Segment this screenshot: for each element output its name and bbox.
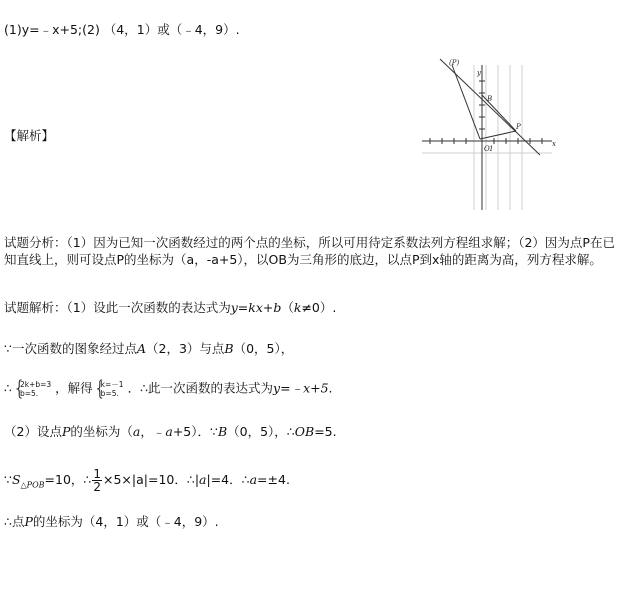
- fraction-numerator: 1: [93, 467, 101, 481]
- equation-system-2: [97, 380, 124, 398]
- text-run: 的坐标为（: [70, 424, 133, 439]
- equation: { 2k+b=3: [19, 380, 52, 389]
- label-p-top: (P): [449, 59, 460, 67]
- math-var: A: [136, 341, 146, 356]
- math-var: B: [217, 424, 228, 439]
- text-run: |=4．∴: [206, 472, 250, 487]
- math-var: k: [293, 300, 302, 315]
- solution-line-4: [4, 424, 337, 440]
- equation-system-1: [16, 380, 51, 398]
- math-var: a: [249, 472, 258, 487]
- text-run: 试题解析：（1）设此一次函数的表达式为: [4, 300, 231, 315]
- text-run: .: [328, 380, 333, 396]
- math-var: a: [199, 472, 207, 487]
- text-run: （: [281, 300, 294, 315]
- text-run: ．∴此一次函数的表达式为: [127, 380, 274, 396]
- equation: b=5.: [19, 389, 39, 398]
- math-expr: y=﹣x+5: [273, 380, 329, 396]
- text-run: ×5×: [103, 472, 132, 487]
- label-origin: O: [484, 145, 490, 153]
- answer-text: (1)y=﹣x+5;(2) （4，1）或（﹣4，9）.: [4, 22, 240, 37]
- text-run: （0，5），: [233, 341, 294, 356]
- label-y-axis: y: [477, 69, 481, 77]
- math-var: P: [24, 514, 33, 529]
- solution-line-3: [4, 380, 333, 398]
- text-run: ，﹣: [140, 424, 166, 439]
- label-p: P: [516, 123, 521, 131]
- math-expr: y=kx+b: [230, 300, 282, 315]
- text-run: ≠0）.: [301, 300, 337, 315]
- segment-p-top-origin: [452, 65, 480, 139]
- text-run: =5.: [314, 424, 337, 439]
- equation: b=5.: [100, 389, 119, 398]
- text-run: ∴点: [4, 514, 25, 529]
- text-run: （0，5），∴: [227, 424, 295, 439]
- analysis-paragraph: [4, 234, 624, 268]
- text-run: 的坐标为（4，1）或（﹣4，9）.: [32, 514, 219, 529]
- text-run: +5）．∵: [172, 424, 218, 439]
- answer-line: [4, 22, 240, 38]
- math-var: OB: [294, 424, 315, 439]
- fraction-one-half: [92, 468, 102, 493]
- text-run: =10．∴|: [148, 472, 200, 487]
- math-var: a: [165, 424, 173, 439]
- coordinate-graph: [418, 55, 558, 215]
- math-var: B: [224, 341, 234, 356]
- text-run: =±4.: [257, 472, 290, 487]
- text-run: =10，∴: [44, 472, 92, 487]
- label-one: 1: [489, 145, 494, 153]
- analysis-text: 试题分析：（1）因为已知一次函数经过的两个点的坐标，所以可用待定系数法列方程组求解；（2）因为点P在已知直线上，则可设点P的坐标为（a，-a+5），以OB为三角形的底边，以点P到x轴的距离为高，列方程求解。: [4, 235, 615, 267]
- text-run: ∵: [4, 472, 12, 487]
- text-run: （2）设点: [4, 424, 62, 439]
- text-run: ∵一次函数的图象经过点: [4, 341, 137, 356]
- label-x-axis: x: [552, 140, 556, 148]
- equation: { k=－1: [100, 380, 124, 389]
- fraction-denominator: 2: [93, 480, 101, 494]
- solution-line-1: [4, 300, 336, 316]
- math-subscript: △POB: [20, 480, 45, 490]
- analysis-heading: [4, 128, 54, 144]
- analysis-heading-text: 【解析】: [4, 128, 55, 143]
- text-run: ∴: [4, 380, 12, 396]
- math-expr: |a|: [131, 472, 148, 487]
- math-var: S: [11, 472, 21, 487]
- solution-line-6: [4, 514, 219, 530]
- solution-line-2: [4, 341, 293, 357]
- solution-line-5: [4, 468, 290, 494]
- label-b: B: [487, 95, 493, 103]
- text-run: （2，3）与点: [146, 341, 225, 356]
- math-var: P: [61, 424, 71, 439]
- math-var: a: [132, 424, 141, 439]
- text-run: ，解得: [55, 380, 93, 396]
